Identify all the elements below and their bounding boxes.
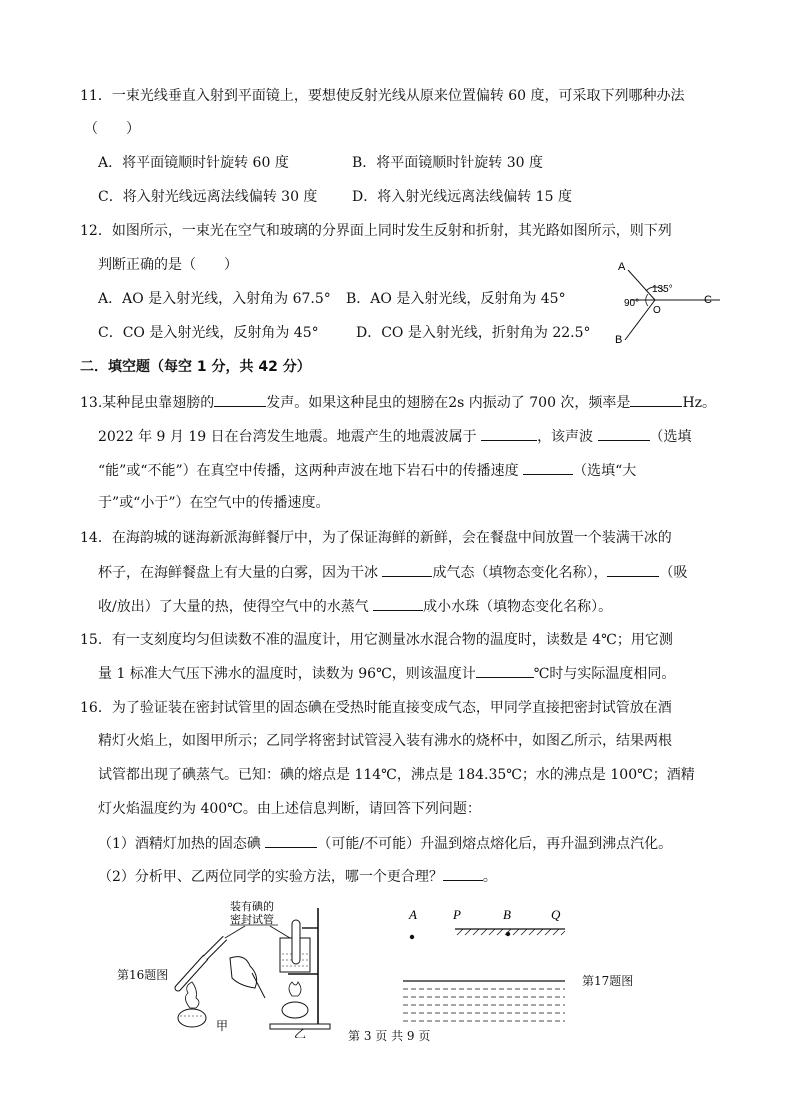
fig17-label-q: Q <box>551 907 561 922</box>
q16-sub1 <box>98 833 672 854</box>
q15-line2 <box>98 663 675 684</box>
fig17-point-a <box>410 935 414 939</box>
q13-text-3b: （选填“大 <box>573 463 637 479</box>
q13-text-1c: Hz。 <box>682 395 717 411</box>
q12-light-path-figure <box>600 255 730 350</box>
fig16-setup-yi <box>270 908 330 1029</box>
q16-sub2-text-b: 。 <box>482 869 497 885</box>
q13-blank-5[interactable] <box>523 460 573 475</box>
q14-text-3b: 成小水珠（填物态变化名称）。 <box>423 599 613 615</box>
label-b: B <box>615 334 623 346</box>
q13-text-2a: 2022 年 9 月 19 日在台湾发生地震。地震产生的地震波属于 <box>98 429 482 445</box>
q13-text-2b: ，该声波 <box>537 429 598 445</box>
q15-text-2a: 量 1 标准大气压下沸水的温度时，读数为 96℃，则该温度计 <box>98 666 476 682</box>
q13-text-1a: 13.某种昆虫靠翅膀的 <box>80 395 215 411</box>
fig16-setup-jia <box>178 938 265 1027</box>
q14-line2 <box>98 562 687 583</box>
q16-sub2-text-a: （2）分析甲、乙两位同学的实验方法，哪一个更合理？ <box>98 869 443 885</box>
fig17-point-b <box>506 932 510 936</box>
q14-text-3a: 收/放出）了大量的热，使得空气中的水蒸气 <box>98 599 374 615</box>
fig16-caption: 第16题图 <box>117 968 169 982</box>
fig16-label-yi: 乙 <box>294 1027 307 1038</box>
q16-sub2 <box>98 866 497 887</box>
section-title: 二．填空题（每空 1 分，共 42 分） <box>80 359 311 375</box>
q13-text-1b: 发声。如果这种昆虫的翅膀在2s 内振动了 700 次，频率是 <box>266 395 631 411</box>
q14-line3 <box>98 596 612 617</box>
q11-option-c: C．将入射光线远离法线偏转 30 度 <box>98 189 318 205</box>
label-90: 90° <box>624 298 640 309</box>
label-a: A <box>618 261 626 273</box>
fig17-label-p: P <box>453 907 461 922</box>
q14-blank-1[interactable] <box>382 562 432 577</box>
fig16-tube-label-2: 密封试管 <box>230 914 274 926</box>
label-o: O <box>653 305 661 316</box>
q13-blank-1[interactable] <box>214 392 266 407</box>
ray-ao <box>628 270 655 300</box>
fig16-label-leader-2 <box>270 926 290 938</box>
q16-sub1-text-b: （可能/不可能）升温到熔点熔化后，再升温到沸点汽化。 <box>317 836 673 852</box>
fig17-diagram <box>395 905 575 1030</box>
fig17-mirror-hatching <box>457 929 565 935</box>
q16-line4: 灯火焰温度约为 400℃。由上述信息判断，请回答下列问题： <box>98 801 481 817</box>
q15-line1: 15．有一支刻度均匀但读数不准的温度计，用它测量冰水混合物的温度时，读数是 4℃；用它测 <box>80 632 673 648</box>
q13-blank-4[interactable] <box>598 426 650 441</box>
q13-line2 <box>98 426 692 447</box>
fig17-label-b: B <box>503 907 511 922</box>
q14-blank-2[interactable] <box>607 562 659 577</box>
q16-sub1-text-a: （1）酒精灯加热的固态碘 <box>98 836 266 852</box>
q11-answer-paren: （ ） <box>84 121 140 137</box>
q12-option-d: D．CO 是入射光线，折射角为 22.5° <box>356 325 591 341</box>
fig17-caption: 第17题图 <box>582 974 634 988</box>
q15-text-2b: ℃时与实际温度相同。 <box>533 666 676 682</box>
q11-option-d: D．将入射光线远离法线偏转 15 度 <box>352 189 572 205</box>
q14-text-2b: 成气态（填物态变化名称）， <box>432 565 608 581</box>
q13-line4: 于”或“小于”）在空气中的传播速度。 <box>98 495 330 511</box>
q12-option-c: C．CO 是入射光线，反射角为 45° <box>98 325 319 341</box>
q11-option-a: A．将平面镜顺时针旋转 60 度 <box>98 155 289 171</box>
label-135: 135° <box>652 284 673 295</box>
q16-blank-1[interactable] <box>265 833 317 848</box>
q14-line1: 14．在海韵城的谜海新派海鲜餐厅中，为了保证海鲜的新鲜，会在餐盘中间放置一个装满干冰的 <box>80 530 672 546</box>
fig16-tube-label-1: 装有碘的 <box>230 901 274 913</box>
q13-line1 <box>80 392 716 413</box>
q13-line3 <box>98 460 636 481</box>
q11-stem: 11．一束光线垂直入射到平面镜上，要想使反射光线从原来位置偏转 60 度，可采取下列哪种办法 <box>80 88 685 104</box>
q14-text-2c: （吸 <box>659 565 688 581</box>
fig17-water-body <box>403 989 565 1021</box>
q12-option-b: B．AO 是入射光线，反射角为 45° <box>346 291 566 307</box>
q16-line2: 精灯火焰上，如图甲所示；乙同学将密封试管浸入装有沸水的烧杯中，如图乙所示，结果两根 <box>98 733 672 749</box>
fig16-label-leader-1 <box>225 926 245 938</box>
fig16-apparatus <box>170 898 340 1038</box>
q16-line1: 16．为了验证装在密封试管里的固态碘在受热时能直接变成气态，甲同学直接把密封试管放在酒 <box>80 700 672 716</box>
q16-blank-2[interactable] <box>443 866 483 881</box>
q16-line3: 试管都出现了碘蒸气。已知：碘的熔点是 114℃，沸点是 184.35℃；水的沸点是 100℃；酒精 <box>98 767 695 783</box>
q12-option-a: A．AO 是入射光线，入射角为 67.5° <box>98 291 331 307</box>
q13-blank-2[interactable] <box>630 392 682 407</box>
q13-blank-3[interactable] <box>481 426 537 441</box>
q15-blank-1[interactable] <box>476 663 534 678</box>
q13-text-2c: （选填 <box>649 429 692 445</box>
page-number: 第 3 页 共 9 页 <box>348 1029 431 1043</box>
q12-stem-line2: 判断正确的是（ ） <box>98 257 238 273</box>
q13-text-3a: “能”或“不能”）在真空中传播，这两种声波在地下岩石中的传播速度 <box>98 463 524 479</box>
fig17-label-a: A <box>409 907 417 922</box>
q12-stem-line1: 12．如图所示，一束光在空气和玻璃的分界面上同时发生反射和折射，其光路如图所示，则下列 <box>80 223 672 239</box>
q14-blank-3[interactable] <box>373 596 423 611</box>
fig16-label-jia: 甲 <box>216 1019 229 1033</box>
q14-text-2a: 杯子，在海鲜餐盘上有大量的白雾，因为干冰 <box>98 565 383 581</box>
label-c: C <box>704 294 712 306</box>
q11-option-b: B．将平面镜顺时针旋转 30 度 <box>352 155 544 171</box>
